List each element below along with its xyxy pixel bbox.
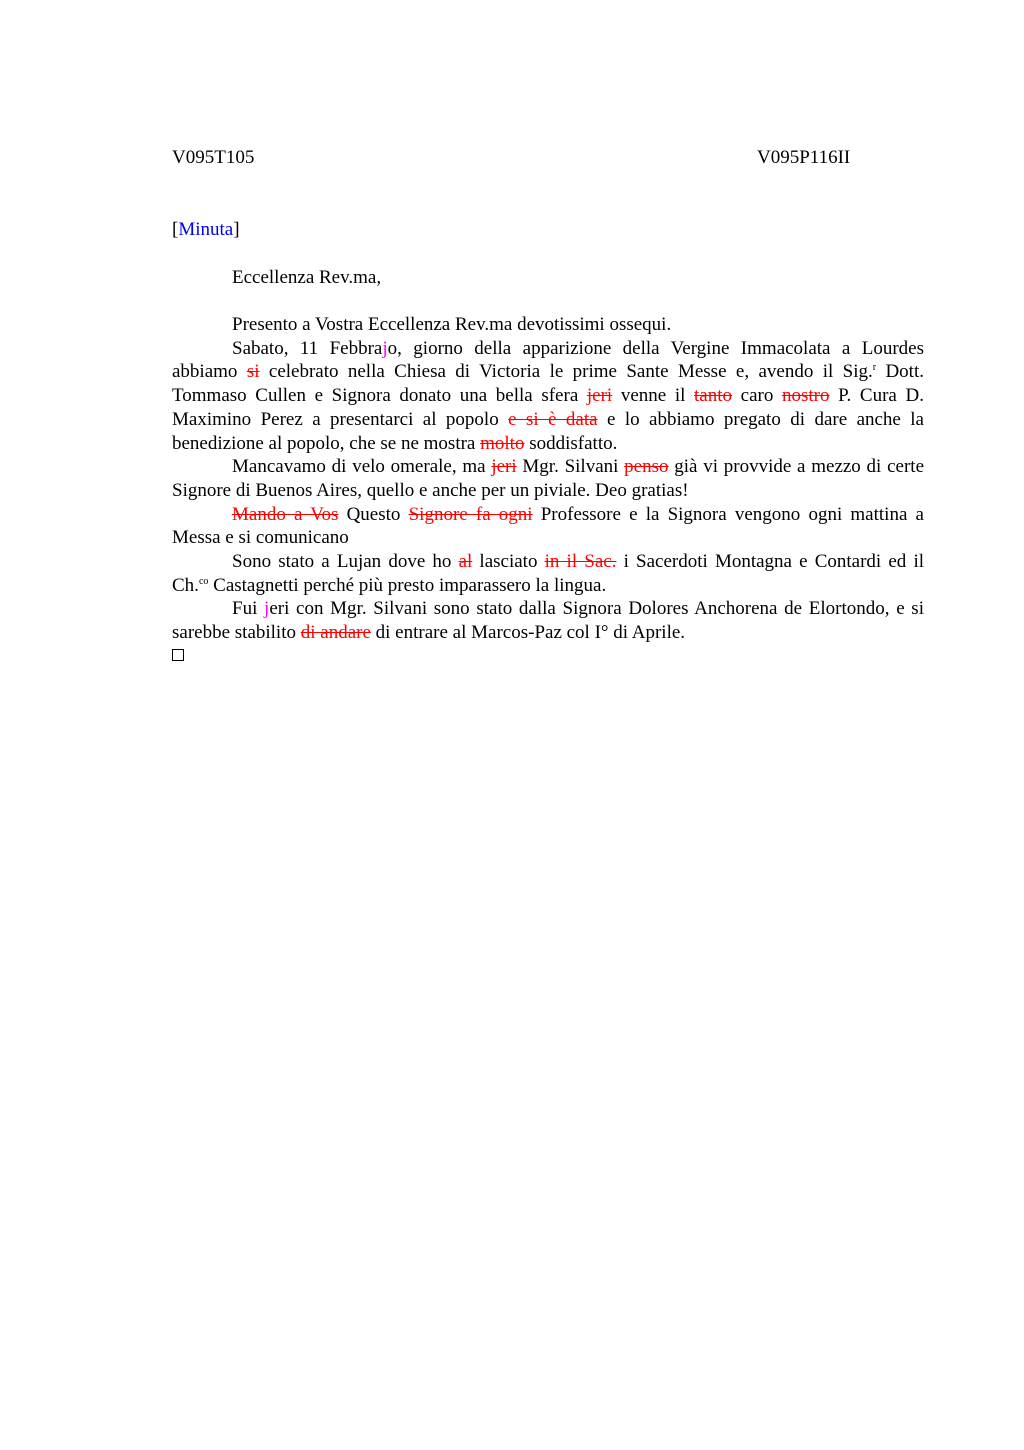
text-run: i Sacerdoti Montagna e Contardi ed il Ch. xyxy=(172,551,925,596)
deleted-text: nostro xyxy=(781,385,830,407)
paragraph-6 xyxy=(172,597,924,644)
minuta-open-bracket: [ xyxy=(172,219,179,240)
superscript-text: r xyxy=(872,362,877,374)
deleted-text: si xyxy=(246,361,260,383)
text-run: già vi provvide a mezzo di certe Signore di Buenos Aires, quello e anche per un piviale. Deo gratias! xyxy=(172,456,924,501)
document-page xyxy=(172,145,924,661)
text-run: eri con Mgr. Silvani sono stato dalla Signora Dolores Anchorena de Elortondo, e si sarebbe stabilito xyxy=(172,598,924,644)
deleted-text: jeri xyxy=(491,456,517,478)
deleted-text: jeri xyxy=(586,385,613,407)
text-run: soddisfatto. xyxy=(524,432,618,454)
superscript-text: co xyxy=(198,575,209,587)
text-run: Professore e la Signora vengono ogni mattina a Messa e si comunicano xyxy=(172,503,924,549)
text-run: celebrato nella Chiesa di Victoria le prime Sante Messe e, avendo il Sig. xyxy=(259,361,873,383)
text-run: Castagnetti perché più presto imparassero la lingua. xyxy=(208,574,607,596)
text-run: caro xyxy=(732,385,782,407)
inserted-text: j xyxy=(382,337,388,359)
deleted-text: e si è data xyxy=(508,408,598,430)
deleted-text: in il Sac. xyxy=(544,551,617,573)
document-code-right: V095P116II xyxy=(757,147,851,168)
text-run: Sabato, 11 Febbra xyxy=(232,337,383,359)
deleted-text: Signore fa ogni xyxy=(408,503,533,525)
deleted-text: al xyxy=(458,551,473,573)
minuta-close-bracket: ] xyxy=(233,219,240,240)
document-header xyxy=(172,145,924,171)
text-run: Mgr. Silvani xyxy=(516,456,625,478)
letter-body xyxy=(172,313,924,645)
paragraph-3 xyxy=(172,455,924,502)
deleted-text: Mando a Vos xyxy=(232,503,339,525)
text-run: di entrare al Marcos-Paz col I° di Aprile. xyxy=(370,622,686,644)
text-run: e lo abbiamo pregato di dare anche la benedizione al popolo, che se ne mostra xyxy=(172,408,924,454)
text-run: Dott. Tommaso Cullen e Signora donato una bella sfera xyxy=(172,361,924,407)
text-run: venne il xyxy=(612,385,695,407)
document-code-left: V095T105 xyxy=(172,147,255,168)
paragraph-1: Presento a Vostra Eccellenza Rev.ma devotissimi ossequi. xyxy=(232,314,672,335)
text-run: Mancavamo di velo omerale, ma xyxy=(232,456,492,478)
text-run: Questo xyxy=(338,503,409,525)
salutation: Eccellenza Rev.ma, xyxy=(232,267,382,288)
deleted-text: di andare xyxy=(300,622,371,644)
paragraph-4 xyxy=(172,503,924,550)
deleted-text: molto xyxy=(480,432,525,454)
deleted-text: penso xyxy=(624,456,669,478)
text-run: Fui xyxy=(232,598,265,620)
paragraph-5 xyxy=(172,550,924,597)
text-run: Sono stato a Lujan dove ho xyxy=(232,551,459,573)
paragraph-2 xyxy=(172,337,924,456)
text-run: o, giorno della apparizione della Vergine Immacolata a Lourdes abbiamo xyxy=(172,337,924,383)
text-run: P. Cura D. Maximino Perez a presentarci al popolo xyxy=(172,385,924,430)
text-run: lasciato xyxy=(472,551,545,573)
minuta-word: Minuta xyxy=(178,219,234,240)
square-outline-icon xyxy=(172,649,184,661)
minuta-label xyxy=(172,217,924,243)
deleted-text: tanto xyxy=(694,385,733,407)
inserted-text: j xyxy=(264,598,270,620)
